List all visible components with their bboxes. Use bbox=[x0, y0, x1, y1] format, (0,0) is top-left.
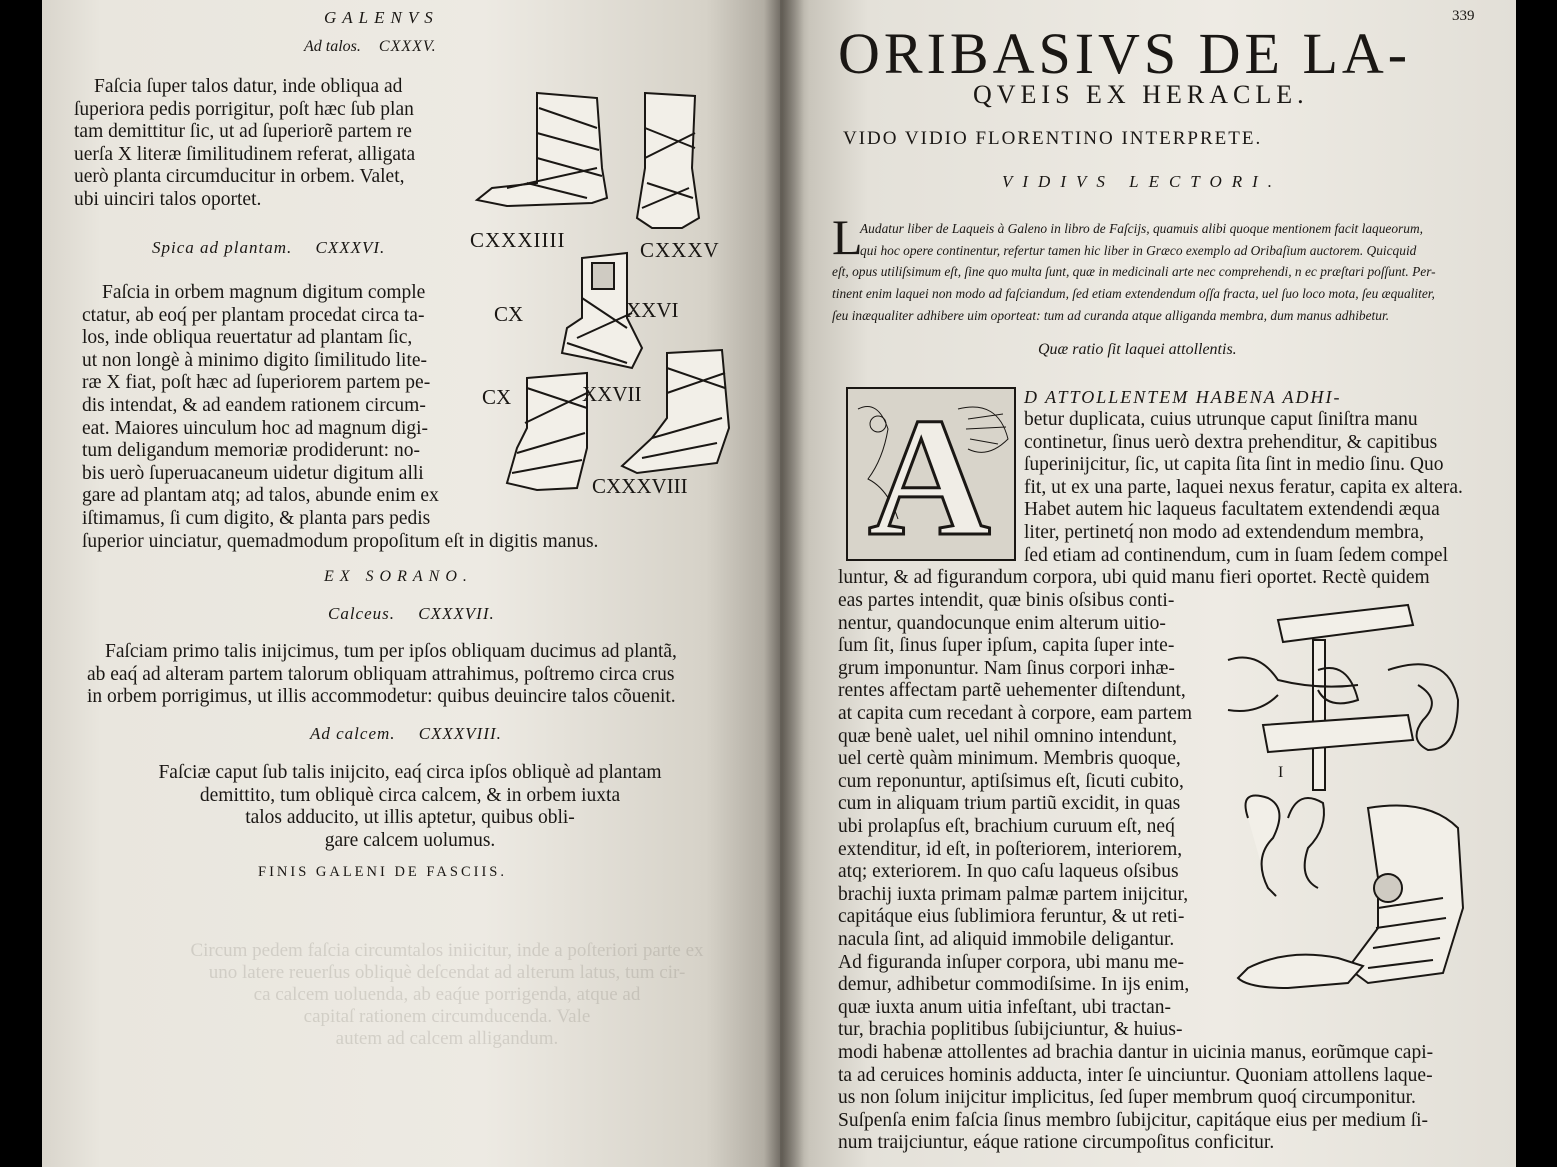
text-line: talos adducito, ut illis aptetur, quibus obli- bbox=[245, 807, 575, 829]
text-line: atq; exteriorem. In quo caſu laqueus oſsibus bbox=[838, 861, 1179, 883]
preface-line: eſt, opus utiliſsimum eſt, ſine quo multa ſunt, quæ in medicinali arte nec comprehendi, n ec præſtari poſſunt. Per- bbox=[832, 264, 1436, 280]
text-line: bis uerò ſuperuacaneum uidetur digitum alli bbox=[82, 462, 424, 484]
section-138-text bbox=[130, 762, 690, 852]
bandaged-arm-woodcut bbox=[1228, 788, 1478, 998]
text-line: cum in aliquam trium partiũ excidit, in quas bbox=[838, 793, 1181, 815]
ex-sorano-heading: EX SORANO. bbox=[324, 568, 473, 585]
text-line: ſuperiora pedis porrigitur, poſt hæc ſub plan bbox=[74, 98, 414, 120]
section-137-title: Calceus. bbox=[328, 604, 396, 623]
preface-line: tinent enim laquei non modo ad faſciandum, ſed etiam extendendum oſſa fracta, uel ſuo loco mota, ſeu æqualiter, bbox=[832, 286, 1435, 302]
text-line: uerò planta circumducitur in orbem. Valet, bbox=[74, 166, 405, 188]
text-line: capitáque eius ſublimiora feruntur, & ut reti- bbox=[838, 906, 1185, 928]
text-line: liter, pertinetq́ non modo ad extendendum membra, bbox=[1024, 521, 1424, 543]
text-line: uerſa X literæ ſimilitudinem referat, alligata bbox=[74, 143, 416, 165]
text-line: ſuperinijcitur, ſic, ut capita ſita ſint in medio ſinu. Quo bbox=[1024, 454, 1444, 476]
full-width-line: luntur, & ad figurandum corpora, ubi quid manu fieri oportet. Rectè quidem bbox=[838, 567, 1430, 588]
bandaged-feet-woodcut bbox=[467, 88, 767, 498]
text-line: tum deligandum memoriæ prodiderunt: no- bbox=[82, 440, 420, 462]
section-137-number: CXXXVII. bbox=[418, 604, 495, 623]
historiated-initial bbox=[846, 387, 1016, 561]
text-line: ſuperior uinciatur, quemadmodum propoſitum eſt in digitis manus. bbox=[82, 530, 599, 552]
text-line: tur, brachia poplitibus ſubijciuntur, & huius- bbox=[838, 1019, 1183, 1041]
figure-label-136b: XXVI bbox=[626, 298, 679, 322]
text-line: grum imponuntur. Nam ſinus corpori inhæ- bbox=[838, 657, 1175, 679]
figure-letter: I bbox=[1278, 764, 1284, 781]
text-line: fit, ut ex una parte, laquei nexus feratur, capita ex altera. bbox=[1024, 476, 1463, 498]
text-line: Faſciam primo talis inijcimus, tum per ipſos obliquam ducimus ad plantã, bbox=[105, 641, 677, 662]
translator-line: VIDO VIDIO FLORENTINO INTERPRETE. bbox=[843, 128, 1263, 149]
text-line: cum reponuntur, aptiſsimus eſt, ſicuti cubito, bbox=[838, 770, 1184, 792]
left-page bbox=[42, 0, 780, 1167]
text-line: us non ſolum inijcitur implicitus, ſed ſuper membrum quoq́ circumponitur. bbox=[838, 1087, 1416, 1109]
section-136-number: CXXXVI. bbox=[315, 238, 386, 257]
text-line: demittito, tum obliquè circa calcem, & in orbem iuxta bbox=[199, 784, 621, 806]
text-line: los, inde obliqua reuertatur ad plantam ſic, bbox=[82, 327, 413, 349]
section-138-heading bbox=[310, 724, 502, 744]
text-line: betur duplicata, cuius utrunque caput ſiniſtra manu bbox=[1024, 409, 1418, 430]
bleed-through-text: Circum pedem faſcia circumtalos iniicitur, inde a poſteriori parte ex uno latere reuerſus obliquè deſcendat ad alterum latus, tum cir- ca calcem uoluenda, ab eaq́ue porrigenda, atque ad capitaſ rationem circumducenda. Vale autem ad calcem alligandum. bbox=[190, 940, 704, 1049]
drop-capital: A bbox=[868, 387, 991, 561]
section-138-number: CXXXVIII. bbox=[418, 724, 502, 743]
text-line: nacula ſint, ad aliquid immobile deligantur. bbox=[838, 928, 1175, 950]
text-line: eas partes intendit, quæ binis oſsibus conti- bbox=[838, 590, 1175, 611]
text-line: Habet autem hic laqueus facultatem extendendi æqua bbox=[1024, 499, 1440, 521]
section-135-heading bbox=[304, 38, 437, 56]
section-137-text bbox=[87, 641, 677, 709]
text-line: ubi uinciri talos oportet. bbox=[74, 188, 262, 210]
text-line: ut non longè à minimo digito ſimilitudo lite- bbox=[82, 349, 428, 371]
preface-line: qui hoc opere continentur, refertur tamen hic liber in Græco exemplo ad Oribaſium auctorem. Quicquid bbox=[860, 242, 1417, 258]
text-line: quæ benè ualet, uel nihil omnino intendunt, bbox=[838, 725, 1178, 747]
text-line: gare calcem uolumus. bbox=[324, 829, 496, 851]
running-head: GALENVS bbox=[324, 8, 439, 27]
text-line: ubi prolapſus eſt, brachium curuum eſt, neq́ bbox=[838, 815, 1175, 837]
chapter-subheading: Quæ ratio ſit laquei attollentis. bbox=[1038, 341, 1237, 358]
text-line: demur, adhibetur commodiſsime. In ijs enim, bbox=[838, 974, 1190, 996]
text-line: uel certè quàm minimum. Membris quoque, bbox=[838, 748, 1181, 770]
text-line: brachij iuxta primam palmæ partem inijcitur, bbox=[838, 883, 1189, 905]
text-line: ſed etiam ad continendum, cum in ſuam ſedem compel bbox=[1024, 544, 1449, 566]
vidius-lectori-heading: VIDIVS LECTORI. bbox=[1002, 172, 1283, 191]
laqueus-device-woodcut bbox=[1218, 600, 1478, 800]
text-line: Faſcia ſuper talos datur, inde obliqua ad bbox=[94, 76, 403, 97]
text-line: iſtimamus, ſi cum digito, & planta pars pedis bbox=[82, 507, 431, 529]
text-line: dis intendat, & ad eandem rationem circum- bbox=[82, 394, 426, 416]
text-line: ctatur, ab eoq́ per plantam procedat circa ta- bbox=[82, 304, 425, 326]
body-text-beside-initial bbox=[1024, 409, 1463, 567]
right-page bbox=[780, 0, 1516, 1167]
preface-line: ſeu inæqualiter adhibere uim oporteat: tum ad curanda atque alliganda membra, dum manus adhibetur. bbox=[832, 307, 1390, 323]
text-line: ſum ſit, ſinus ſuper ipſum, capita ſuper inte- bbox=[838, 635, 1175, 657]
body-text-bottom bbox=[838, 1042, 1433, 1155]
text-line: tam demittitur ſic, ut ad ſuperiorẽ partem re bbox=[74, 121, 412, 143]
section-137-heading bbox=[328, 604, 495, 624]
figure-label-137a: CX bbox=[482, 385, 512, 409]
preface-initial: L bbox=[832, 209, 863, 265]
text-line: Faſciæ caput ſub talis inijcito, eaq́ circa ipſos obliquè ad plantam bbox=[158, 762, 662, 783]
main-title-line1: ORIBASIVS DE LA- bbox=[838, 21, 1412, 86]
figure-label-136a: CX bbox=[494, 302, 524, 326]
text-line: Suſpenſa enim faſcia ſinus membro ſubijcitur, capitáque eius per medium ſi- bbox=[838, 1109, 1429, 1131]
text-line: Faſcia in orbem magnum digitum comple bbox=[102, 282, 426, 303]
text-line: Ad figuranda inſuper corpora, ubi manu me- bbox=[838, 951, 1185, 973]
text-line: ab eaq́ ad alteram partem talorum obliquam attrahimus, poſtremo circa crus bbox=[87, 663, 675, 685]
text-line: extenditur, id eſt, in poſteriorem, interiorem, bbox=[838, 838, 1183, 860]
text-line: modi habenæ attollentes ad brachia dantur in uicinia manus, eorũmque capi- bbox=[838, 1042, 1434, 1063]
text-line: rentes affectam partẽ uehementer diſtendunt, bbox=[838, 680, 1186, 702]
page-number: 339 bbox=[1452, 8, 1475, 24]
text-line: ta ad ceruices hominis adducta, inter ſe uinciuntur. Quoniam attollens laque- bbox=[838, 1064, 1433, 1086]
section-135-text bbox=[74, 76, 415, 212]
main-title-line2: QVEIS EX HERACLE. bbox=[973, 80, 1309, 109]
section-135-number: CXXXV. bbox=[378, 38, 437, 55]
figure-label-135: CXXXV bbox=[640, 238, 720, 262]
text-line: eat. Maiores uinculum hoc ad magnum digi- bbox=[82, 417, 429, 439]
first-line: D ATTOLLENTEM HABENA ADHI- bbox=[1024, 387, 1342, 407]
text-line: at capita cum recedant à corpore, eam partem bbox=[838, 702, 1193, 724]
section-136-heading bbox=[152, 238, 385, 258]
preface-line: Audatur liber de Laqueis à Galeno in libro de Faſcijs, quamuis alibi quoque mentionem facit laqueorum, bbox=[860, 221, 1423, 236]
section-138-title: Ad calcem. bbox=[310, 724, 396, 743]
text-line: quæ iuxta anum uitia infeſtant, ubi tractan- bbox=[838, 996, 1172, 1018]
text-line: gare ad plantam atq; ad talos, abunde enim ex bbox=[82, 485, 439, 507]
text-line: ræ X fiat, poſt hæc ad ſuperiorem partem pe- bbox=[82, 372, 431, 394]
section-135-title: Ad talos. bbox=[304, 38, 361, 55]
figure-label-137b: XXVII bbox=[582, 382, 642, 406]
text-line: nentur, quandocunque enim alterum uitio- bbox=[838, 612, 1166, 634]
text-line: in orbem porrigimus, ut illis accommodetur: quibus deuincire talos cõuenit. bbox=[87, 686, 676, 708]
section-136-title: Spica ad plantam. bbox=[152, 238, 293, 257]
text-line: num traijciuntur, eáque ratione circumpoſitus conficitur. bbox=[838, 1132, 1275, 1154]
body-text-beside-figures bbox=[838, 590, 1192, 1042]
figure-label-138: CXXXVIII bbox=[592, 474, 688, 498]
figure-label-134: CXXXIIII bbox=[470, 228, 566, 252]
preface-text bbox=[832, 218, 1482, 327]
text-line: continetur, ſinus uerò dextra prehenditur, & capitibus bbox=[1024, 431, 1438, 453]
finis-line: FINIS GALENI DE FASCIIS. bbox=[258, 864, 507, 880]
